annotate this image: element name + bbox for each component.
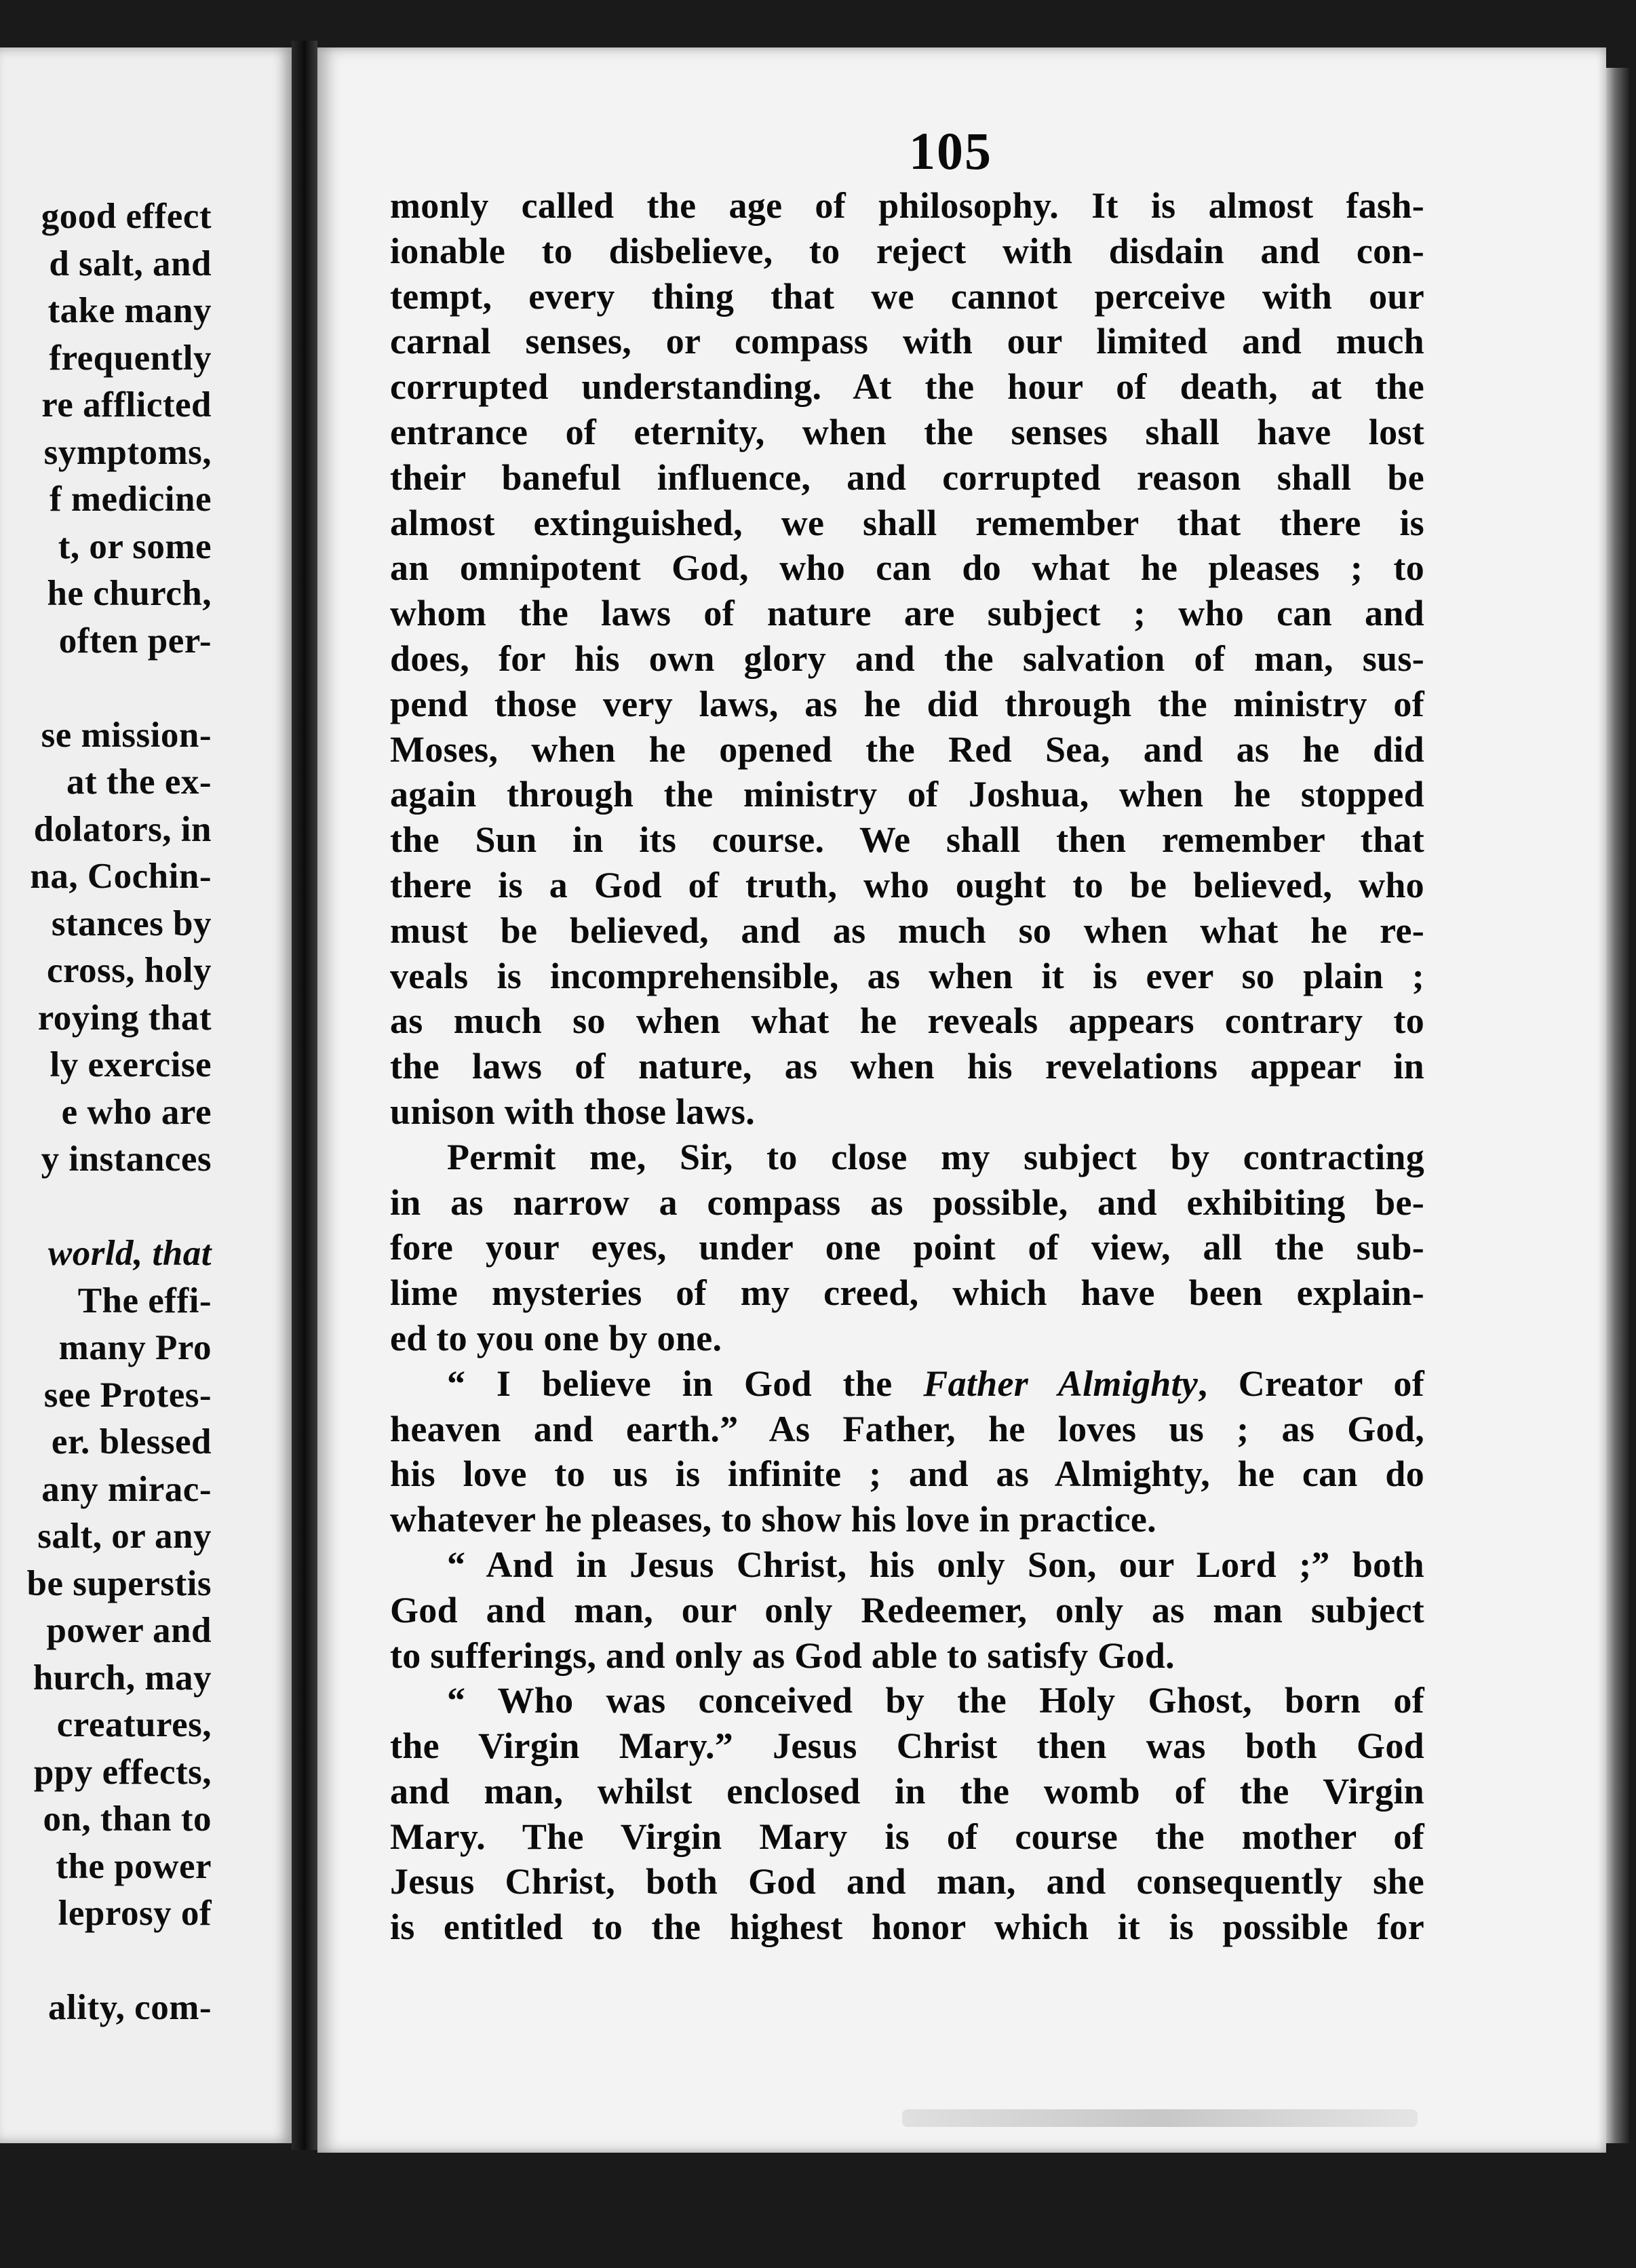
facing-line — [0, 1184, 212, 1231]
facing-line — [0, 665, 212, 712]
facing-line: se mission- — [41, 715, 212, 755]
text-line: whom the laws of nature are subject ; who can and — [390, 593, 1424, 634]
text-line: as much so when what he reveals appears contrary to — [390, 1000, 1424, 1042]
text-line: unison with those laws. — [390, 1091, 756, 1132]
facing-line: he church, — [47, 574, 212, 613]
text-line: almost extinguished, we shall remember that there is — [390, 502, 1424, 543]
facing-line: The effi- — [77, 1280, 212, 1321]
text-line: the Sun in its course. We shall then remember that — [390, 819, 1424, 861]
text-line: whatever he pleases, to show his love in practice. — [390, 1499, 1156, 1540]
facing-line: e who are — [61, 1092, 212, 1132]
text-line: is entitled to the highest honor which it is possible for — [390, 1907, 1424, 1948]
facing-line: stances by — [51, 903, 212, 943]
facing-line: ly exercise — [50, 1045, 212, 1084]
facing-line: roying that — [37, 998, 212, 1038]
facing-line — [0, 1938, 212, 1985]
text-line: an omnipotent God, who can do what he pleases ; to — [390, 547, 1424, 589]
text-line: and man, whilst enclosed in the womb of the Virgin — [390, 1770, 1424, 1812]
facing-line: re afflicted — [41, 385, 212, 425]
text-line: tempt, every thing that we cannot perceive with our — [390, 275, 1424, 317]
facing-line: cross, holy — [46, 951, 212, 990]
text-line: heaven and earth.” As Father, he loves us ; as God, — [390, 1408, 1424, 1449]
facing-line: power and — [46, 1611, 212, 1650]
facing-line: d salt, and — [49, 243, 212, 284]
text-line: ionable to disbelieve, to reject with disdain and con- — [390, 230, 1424, 271]
facing-line: t, or some — [58, 526, 212, 566]
text-line: lime mysteries of my creed, which have been explain- — [390, 1272, 1424, 1314]
facing-line: f medicine — [49, 480, 212, 519]
text-line: in as narrow a compass as possible, and exhibiting be- — [390, 1181, 1424, 1223]
text-line: carnal senses, or compass with our limited and much — [390, 321, 1424, 362]
facing-line: na, Cochin- — [30, 857, 212, 896]
facing-line: frequently — [49, 338, 212, 378]
facing-line: world, that — [47, 1234, 212, 1273]
page-edge — [1606, 68, 1629, 2143]
text-line: fore your eyes, under one point of view, all the sub- — [390, 1227, 1424, 1268]
bleed-through-shadow — [902, 2109, 1418, 2127]
facing-line: creatures, — [56, 1705, 212, 1744]
facing-line: er. blessed — [51, 1422, 212, 1462]
text-line: pend those very laws, as he did through the ministry of — [390, 683, 1424, 724]
text-line: corrupted understanding. At the hour of death, at the — [390, 366, 1424, 408]
text-line: entrance of eternity, when the senses shall have lost — [390, 411, 1424, 452]
text-line: does, for his own glory and the salvation of man, sus- — [390, 638, 1424, 679]
facing-page-text — [0, 193, 212, 2032]
text-line: Mary. The Virgin Mary is of course the mother of — [390, 1816, 1424, 1857]
facing-line: symptoms, — [43, 432, 212, 472]
facing-line: y instances — [41, 1139, 212, 1179]
text-line: ed to you one by one. — [390, 1317, 722, 1358]
facing-line: leprosy of — [58, 1894, 212, 1933]
text-line: the Virgin Mary.” Jesus Christ then was both God — [390, 1725, 1424, 1767]
facing-line: hurch, may — [33, 1658, 212, 1698]
facing-line: any mirac- — [41, 1469, 212, 1509]
facing-line: salt, or any — [37, 1517, 212, 1556]
facing-line: see Protes- — [43, 1375, 212, 1415]
facing-line: the power — [56, 1846, 212, 1886]
text-line: God and man, our only Redeemer, only as man subject — [390, 1589, 1424, 1630]
text-line: again through the ministry of Joshua, when he stopped — [390, 774, 1424, 815]
book-gutter — [292, 41, 317, 2150]
facing-line: ality, com- — [48, 1988, 212, 2027]
body-text — [390, 183, 1424, 1950]
paragraph-start-line: Permit me, Sir, to close my subject by contracting — [447, 1136, 1424, 1177]
facing-line: on, than to — [43, 1799, 212, 1839]
text-line: their baneful influence, and corrupted reason shall be — [390, 456, 1424, 498]
text-line: the laws of nature, as when his revelations appear in — [390, 1046, 1424, 1087]
paragraph-start-line: “ Who was conceived by the Holy Ghost, born of — [447, 1680, 1424, 1721]
facing-line: take many — [47, 291, 212, 330]
text-line: to sufferings, and only as God able to satisfy God. — [390, 1635, 1175, 1676]
facing-line: be superstis — [26, 1563, 212, 1603]
text-line: his love to us is infinite ; and as Almighty, he can do — [390, 1453, 1424, 1495]
facing-line: many Pro — [58, 1328, 212, 1367]
italic-phrase: Father Almighty — [923, 1363, 1199, 1404]
paragraph-start-line: “ And in Jesus Christ, his only Son, our Lord ;” both — [447, 1544, 1424, 1585]
paragraph-start-line: “ I believe in God the Father Almighty, Creator of — [447, 1363, 1424, 1404]
text-line: Moses, when he opened the Red Sea, and as he did — [390, 728, 1424, 770]
facing-line: dolators, in — [33, 809, 212, 849]
facing-line: at the ex- — [66, 762, 212, 802]
facing-line: good effect — [41, 197, 212, 236]
text-line: veals is incomprehensible, as when it is ever so plain ; — [390, 955, 1424, 996]
text-line: Jesus Christ, both God and man, and consequently she — [390, 1861, 1424, 1902]
facing-line: ppy effects, — [33, 1752, 212, 1792]
text-line: must be believed, and as much so when what he re- — [390, 910, 1424, 951]
text-line: there is a God of truth, who ought to be believed, who — [390, 864, 1424, 905]
page-number: 105 — [909, 121, 992, 180]
facing-line: often per- — [58, 621, 212, 661]
facing-page — [0, 47, 292, 2143]
text-line: monly called the age of philosophy. It is almost fash- — [390, 185, 1424, 226]
